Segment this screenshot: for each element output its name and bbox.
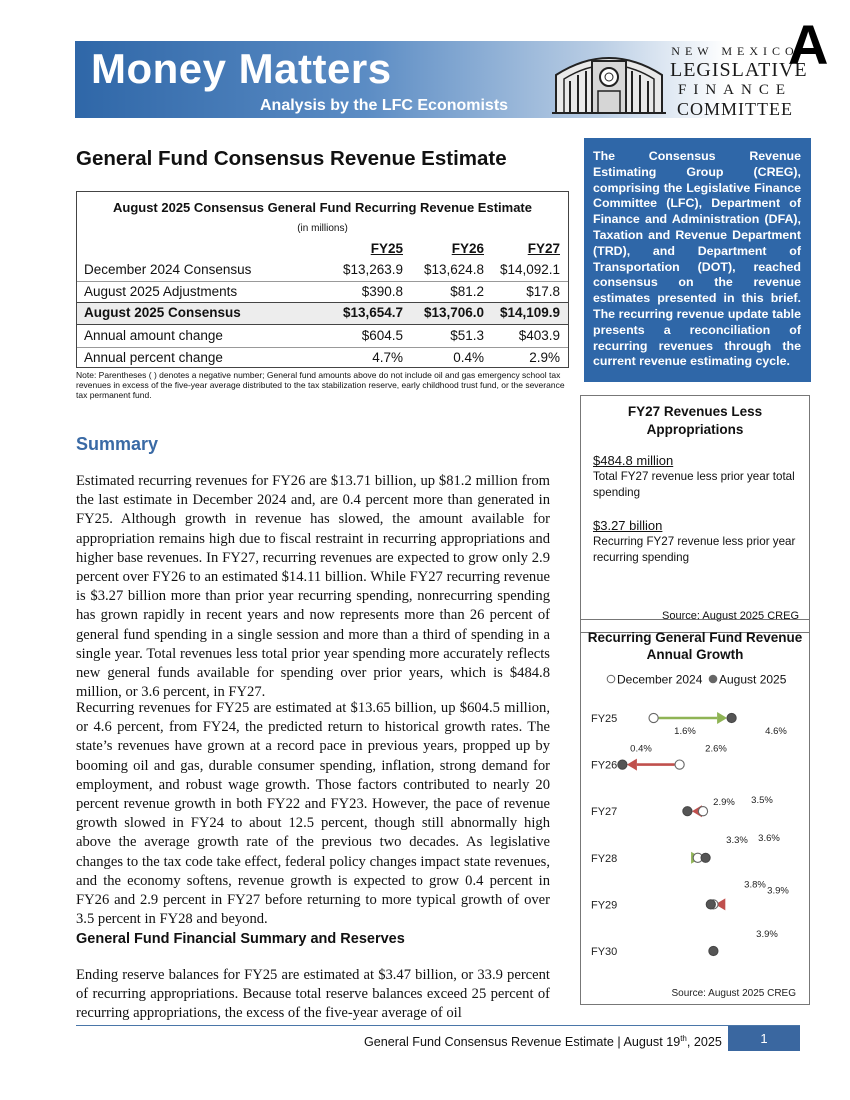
growth-arrow-head [627, 759, 637, 771]
table-row [77, 281, 568, 302]
table-row-highlighted [77, 302, 568, 325]
newsletter-subtitle: Analysis by the LFC Economists [260, 97, 509, 114]
table-cell: $13,654.7 [342, 305, 403, 320]
aug-2025-point [727, 713, 736, 722]
aug-label: 3.8% [744, 879, 766, 891]
fy27-revenues-box [580, 395, 810, 633]
row-label: August 2025 Adjustments [84, 284, 238, 299]
newsletter-title: Money Matters [91, 45, 392, 92]
dec-label: 3.5% [751, 795, 773, 807]
table-cell: $604.5 [361, 328, 403, 343]
dec-2024-point [649, 713, 658, 722]
lfc-line-1: NEW MEXICO [671, 44, 799, 58]
stat-value: $3.27 billion [593, 518, 663, 533]
footer-divider [76, 1025, 800, 1026]
table-cell: $14,109.9 [499, 305, 560, 320]
dec-label: 3.9% [767, 885, 789, 897]
revenue-table [76, 191, 569, 368]
summary-paragraph-1: Estimated recurring revenues for FY26 are $13.71 billion, up $81.2 million from the last estimate in December 2024 and, are 0.4 percent more than generated in FY25. Although growth in revenue has slowed, the amount available for appropriation remains high due to fiscal restraint in recurring appropriations and higher base revenues. In FY27, recurring revenues are expected to grow only 2.9 percent over FY26 to an estimated $14.11 billion. While FY27 recurring revenue is $3.27 billion more than prior year recurring spending, nonrecurring spending has grown rapidly in recent years and now represents more than 26 percent of general fund spending in a single session and more than a third of spending in a single year. Total revenues less total prior year spending more accurately reflects new general funds available for spending over prior years, which is $484.8 million, or 3.6 percent, in FY27. [76, 473, 550, 701]
reserves-paragraph: Ending reserve balances for FY25 are estimated at $3.47 billion, or 33.9 percent of recurring appropriations. Because total reserve balances exceed 25 percent of recurring appropriations, the excess of the five-year average of oil [76, 967, 550, 1022]
fy27-box-title: FY27 Revenues Less Appropriations [627, 404, 763, 437]
dec-2024-point [698, 807, 707, 816]
aug-2025-point [706, 900, 715, 909]
table-cell: $13,706.0 [423, 305, 484, 320]
column-header: FY25 [370, 241, 403, 256]
aug-label: 2.9% [713, 797, 735, 809]
table-header-row [77, 239, 568, 260]
legend-marker [607, 675, 615, 683]
table-cell: $81.2 [450, 284, 484, 299]
aug-2025-point [701, 853, 710, 862]
category-label: FY25 [591, 713, 618, 725]
stat-value: $484.8 million [593, 453, 674, 468]
table-cell: 2.9% [529, 350, 560, 365]
footer-title: General Fund Consensus Revenue Estimate | August 19 [364, 1035, 681, 1050]
category-label: FY26 [591, 759, 618, 772]
aug-label: 4.6% [765, 726, 787, 737]
table-cell: $13,624.8 [423, 262, 484, 277]
lfc-logo-text [670, 44, 808, 119]
table-row [77, 326, 568, 347]
dec-label: 1.6% [674, 726, 696, 737]
legend-label: December 2024 [617, 672, 703, 687]
table-unit: (in millions) [297, 223, 348, 234]
table-cell: $13,263.9 [342, 262, 403, 277]
table-title: August 2025 Consensus General Fund Recurring Revenue Estimate [112, 200, 532, 215]
category-label: FY30 [591, 946, 618, 958]
corner-letter: A [788, 13, 829, 76]
footer-year: , 2025 [686, 1035, 722, 1050]
column-header: FY26 [451, 241, 484, 256]
summary-heading: Summary [76, 434, 159, 454]
row-label: December 2024 Consensus [84, 262, 252, 277]
lfc-line-4: COMMITTEE [677, 99, 793, 119]
aug-2025-point [618, 760, 627, 769]
column-header: FY27 [527, 241, 560, 256]
aug-label: 0.4% [630, 743, 652, 755]
page-title: General Fund Consensus Revenue Estimate [76, 147, 507, 170]
chart-title: Recurring General Fund Revenue Annual Growth [587, 630, 803, 662]
footer-sup: th [680, 1034, 687, 1043]
creg-info-box: The Consensus Revenue Estimating Group (CREG), comprising the Legislative Finance Committee (LFC), Department of Finance and Administration (DFA), Taxation and Revenue Department (TRD), and Department of Transportation (DOT), reached consensus on the revenue estimates presented in this brief. The recurring revenue update table presents a reconciliation of recurring revenues through the current revenue estimating cycle. [584, 138, 811, 382]
lfc-line-3: FINANCE [677, 82, 792, 98]
category-label: FY27 [591, 806, 618, 819]
table-cell: $390.8 [361, 284, 403, 299]
table-cell: $17.8 [526, 284, 560, 299]
stat-description: Total FY27 revenue less prior year total spending [593, 470, 795, 499]
row-label: Annual amount change [84, 328, 223, 343]
table-note: Note: Parentheses ( ) denotes a negative number; General fund amounts above do not include oil and gas emergency school tax revenues in excess of the five-year average distributed to the tax stabilization reserve, early childhood trust fund, or the severance tax permanent fund. [76, 370, 565, 400]
aug-label: 3.6% [758, 832, 780, 844]
aug-2025-point [709, 946, 718, 955]
category-label: FY29 [591, 899, 618, 912]
dec-2024-point [675, 760, 684, 769]
aug-label: 3.9% [756, 929, 778, 940]
table-cell: $14,092.1 [499, 262, 560, 277]
capitol-building-logo [550, 45, 668, 115]
row-label: August 2025 Consensus [84, 305, 241, 320]
table-cell: 4.7% [372, 350, 403, 365]
table-cell: $51.3 [450, 328, 484, 343]
legend-marker [709, 675, 717, 683]
growth-chart [580, 619, 810, 1005]
dec-label: 3.3% [726, 834, 748, 846]
table-row [77, 347, 568, 368]
footer-text [364, 1034, 722, 1049]
source-note: Source: August 2025 CREG [662, 610, 799, 622]
summary-paragraph-2: Recurring revenues for FY25 are estimated at $13.65 billion, up $604.5 million, or 4.6 percent, from FY24, the predicted return to historical growth rates. The state’s revenues have grown at a record pace in previous years, propped up by booming oil and gas, durable consumer spending, inflation, strong demand for employment, and robust wage growth. Those factors contributed to nearly 20 percent revenue growth in both FY22 and FY23. However, the pace of revenue growth slowed in FY24 to about 12.5 percent, though still abnormally high above the average growth rate of the previous two decades. As legislative changes to the tax code take effect, federal policy changes impact state revenues, and the economy softens, revenue growth is expected to grow 0.4 percent in FY26 and 2.9 percent in FY27 before returning to more typical growth of over 3.5 percent in FY28 and beyond. [76, 700, 550, 928]
table-row [77, 260, 568, 281]
growth-arrow-head [717, 712, 727, 724]
row-label: Annual percent change [84, 350, 223, 365]
chart-plot [581, 620, 811, 1006]
page-number: 1 [728, 1026, 800, 1051]
reserves-subheading: General Fund Financial Summary and Reserves [76, 931, 405, 947]
table-cell: 0.4% [453, 350, 484, 365]
category-label: FY28 [591, 852, 618, 865]
dec-label: 2.6% [705, 743, 727, 755]
legend-label: August 2025 [719, 672, 787, 687]
chart-source: Source: August 2025 CREG [671, 988, 796, 999]
lfc-line-2: LEGISLATIVE [670, 59, 808, 81]
stat-description: Recurring FY27 revenue less prior year recurring spending [593, 535, 796, 564]
table-cell: $403.9 [518, 328, 560, 343]
aug-2025-point [683, 807, 692, 816]
